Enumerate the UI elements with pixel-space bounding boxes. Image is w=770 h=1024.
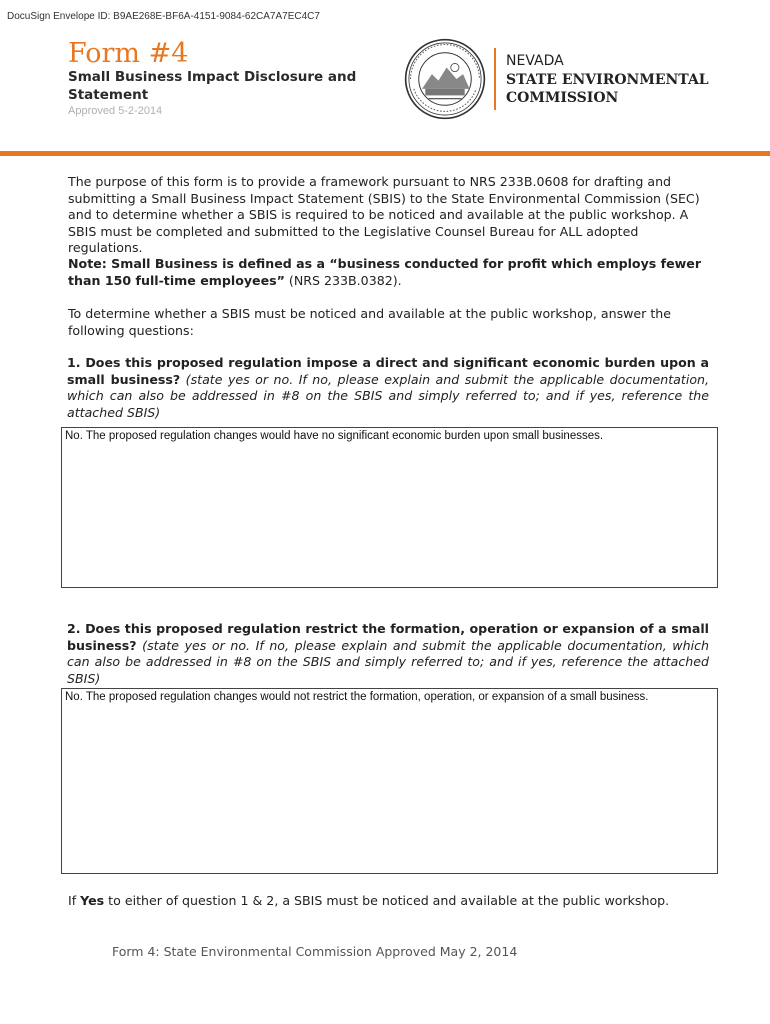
- closing-paragraph: [68, 893, 713, 910]
- form-title: Form #4: [68, 38, 189, 69]
- note-paragraph: [68, 256, 713, 289]
- approved-date: Approved 5-2-2014: [68, 105, 163, 117]
- closing-bold: Yes: [80, 893, 105, 908]
- closing-rest: to either of question 1 & 2, a SBIS must be noticed and available at the public workshop.: [104, 893, 670, 908]
- question-1-italic: (state yes or no. If no, please explain and submit the applicable documentation, which can also be addressed in #8 on the SBIS and simply referred to; and if yes, reference the attached SBIS): [67, 371, 710, 420]
- footer-text: Form 4: State Environmental Commission Approved May 2, 2014: [112, 944, 518, 959]
- agency-name: STATE ENVIRONMENTAL COMMISSION: [506, 72, 709, 106]
- nevada-seal-icon: [404, 38, 486, 120]
- intro-paragraph: The purpose of this form is to provide a framework pursuant to NRS 233B.0608 for drafting and submitting a Small Business Impact Statement (SBIS) to the State Environmental Commission (SEC) and to determine whether a SBIS is required to be noticed and available at the public workshop. A SBIS must be completed and submitted to the Legislative Counsel Bureau for ALL adopted regulations.: [68, 174, 700, 255]
- determine-paragraph: To determine whether a SBIS must be noticed and available at the public workshop, answer the following questions:: [68, 306, 672, 338]
- closing-prefix: If: [68, 893, 81, 908]
- question-1: [67, 355, 709, 421]
- answer-2-field[interactable]: No. The proposed regulation changes would not restrict the formation, operation, or expansion of a small business.: [61, 688, 718, 874]
- note-rest: (NRS 233B.0382).: [284, 272, 402, 288]
- answer-1-field[interactable]: No. The proposed regulation changes would have no significant economic burden upon small businesses.: [61, 427, 718, 588]
- header-divider: [494, 48, 496, 110]
- header-rule: [0, 151, 770, 156]
- form-subtitle: Small Business Impact Disclosure and Statement: [68, 69, 357, 103]
- note-bold: Note: Small Business is defined as a “business conducted for profit which employs fewer than 150 full-time employees”: [68, 256, 702, 288]
- agency-state: NEVADA: [506, 53, 564, 69]
- question-2-italic: (state yes or no. If no, please explain and submit the applicable documentation, which can also be addressed in #8 on the SBIS and simply referred to; and if yes, reference the attached SBIS): [67, 637, 709, 686]
- question-2-bold: 2. Does this proposed regulation restrict the formation, operation or expansion of a small business?: [67, 621, 709, 653]
- question-2: [67, 621, 709, 687]
- question-1-bold: 1. Does this proposed regulation impose a direct and significant economic burden upon a small business?: [67, 355, 709, 387]
- envelope-id: DocuSign Envelope ID: B9AE268E-BF6A-4151-9084-62CA7A7EC4C7: [7, 11, 320, 22]
